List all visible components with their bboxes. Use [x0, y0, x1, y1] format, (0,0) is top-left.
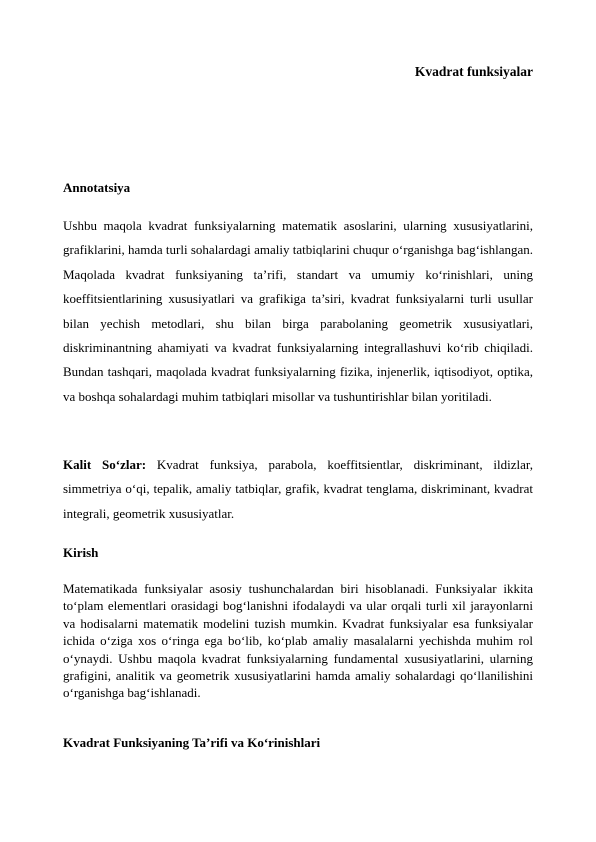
paper-title: Kvadrat funksiyalar	[414, 64, 533, 79]
introduction-paragraph: Matematikada funksiyalar asosiy tushunchalardan biri hisoblanadi. Funksiyalar ikkita to‘plam elementlari orasidagi bog‘lanishni ifodalaydi va ular orqali turli xil jarayonlarni va hodisalarni matematik modelini tuzish mumkin. Kvadrat funksiyalar esa funksiyalar ichida o‘ziga xos o‘ringa ega bo‘lib, ko‘plab amaliy masalalarni yechishda muhim rol o‘ynaydi. Ushbu maqola kvadrat funksiyalarning fundamental xususiyatlarini, ularning grafigini, analitik va geometrik xususiyatlarini hamda amaliy sohalardagi qo‘llanilishini o‘rganishga bag‘ishlanadi.	[63, 581, 533, 701]
introduction-heading: Kirish	[63, 545, 99, 560]
abstract-paragraph: Ushbu maqola kvadrat funksiyalarning matematik asoslarini, ularning xususiyatlarini, grafiklarini, hamda turli sohalardagi amaliy tatbiqlarini chuqur o‘rganishga bag‘ishlangan. Maqolada kvadrat funksiyaning ta’rifi, standart va umumiy ko‘rinishlari, uning koeffitsientlarining xususiyatlari va grafikiga ta’siri, kvadrat funksiyalarni turli usullar bilan yechish metodlari, shu bilan birga parabolaning geometrik xususiyatlari, diskriminantning ahamiyati va kvadrat funksiyalarning integrallashuvi ko‘rib chiqiladi. Bundan tashqari, maqolada kvadrat funksiyalarning fizika, injenerlik, iqtisodiyot, optika, va boshqa sohalardagi muhim tatbiqlari misollar va tushuntirishlar bilan yoritiladi.	[63, 218, 533, 404]
keywords-text: Kvadrat funksiya, parabola, koeffitsientlar, diskriminant, ildizlar, simmetriya o‘qi, tepalik, amaliy tatbiqlar, grafik, kvadrat tenglama, diskriminant, kvadrat integrali, geometrik xususiyatlar.	[63, 457, 533, 521]
keywords-label: Kalit So‘zlar:	[63, 457, 147, 472]
section-heading: Kvadrat Funksiyaning Ta’rifi va Ko‘rinishlari	[63, 735, 321, 750]
abstract-heading: Annotatsiya	[63, 180, 131, 195]
keywords-paragraph	[63, 453, 533, 526]
